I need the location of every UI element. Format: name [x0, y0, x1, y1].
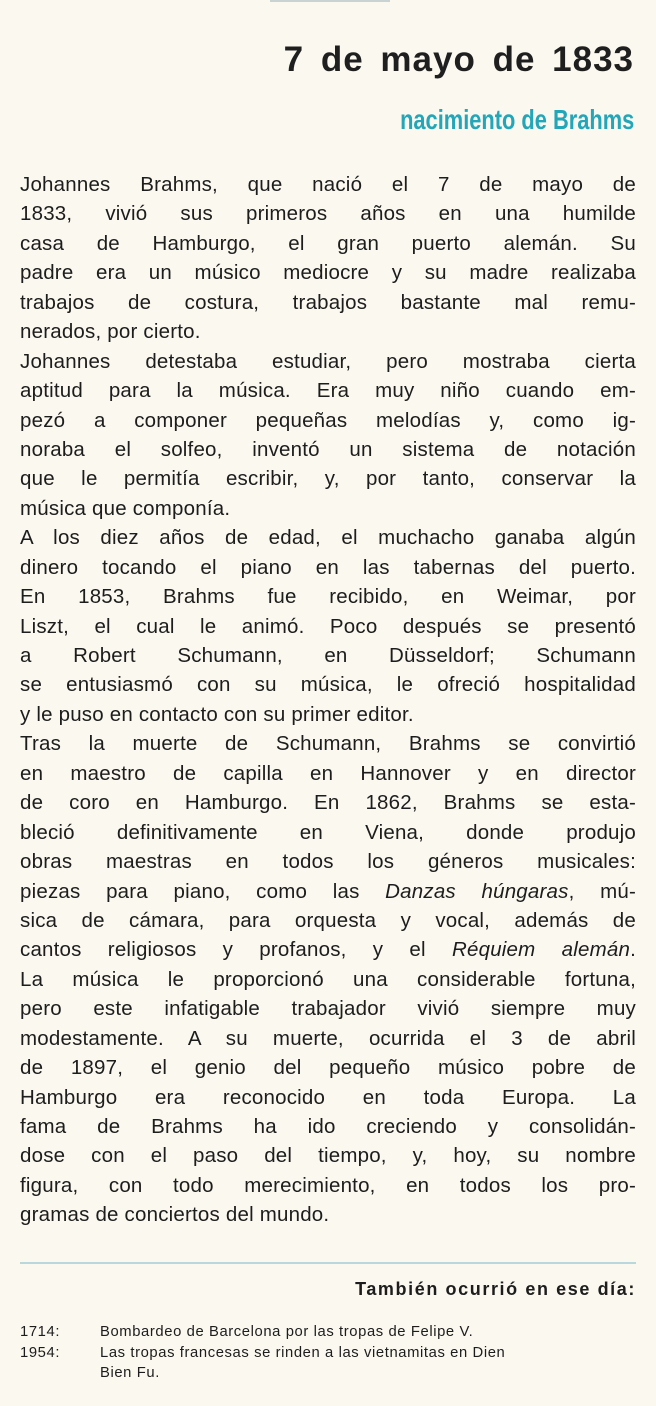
body-line: En 1853, Brahms fue recibido, en Weimar, por — [20, 585, 636, 609]
body-line-with-title — [20, 935, 636, 964]
body-line: obras maestras en todos los géneros musicales: — [20, 850, 636, 874]
body-line: gramas de conciertos del mundo. — [20, 1203, 330, 1227]
body-line: figura, con todo merecimiento, en todos los pro- — [20, 1173, 636, 1197]
body-line: bleció definitivamente en Viena, donde produjo — [20, 820, 636, 844]
body-line-segment: , mú- — [568, 879, 636, 903]
body-line: Liszt, el cual le animó. Poco después se presentó — [20, 614, 636, 638]
section-divider — [20, 1262, 636, 1264]
list-item — [20, 1322, 636, 1343]
event-year: 1954: — [20, 1344, 61, 1361]
body-line: que le permitía escribir, y, por tanto, conservar la — [20, 467, 636, 491]
body-line: sica de cámara, para orquesta y vocal, además de — [20, 908, 636, 932]
body-line: Johannes detestaba estudiar, pero mostraba cierta — [20, 349, 636, 373]
page-title-date: 7 de mayo de 1833 — [283, 40, 634, 79]
body-line: pero este infatigable trabajador vivió siempre muy — [20, 997, 636, 1021]
event-description-line: Bien Fu. — [100, 1365, 160, 1381]
work-title-danzas-hungaras: Danzas húngaras — [385, 879, 569, 903]
event-description — [100, 1343, 636, 1384]
work-title-requiem-aleman: Réquiem alemán — [452, 938, 631, 962]
body-line: modestamente. A su muerte, ocurrida el 3 de abril — [20, 1026, 636, 1050]
body-line: se entusiasmó con su música, le ofreció hospitalidad — [20, 673, 636, 697]
body-line: dinero tocando el piano en las tabernas del puerto. — [20, 555, 636, 579]
event-description: Bombardeo de Barcelona por las tropas de Felipe V. — [100, 1324, 474, 1340]
body-line-segment: . — [630, 938, 636, 962]
body-line: 1833, vivió sus primeros años en una humilde — [20, 202, 636, 226]
top-rule — [270, 0, 390, 2]
body-line: pezó a componer pequeñas melodías y, como ig- — [20, 408, 636, 432]
body-line: trabajos de costura, trabajos bastante mal remu- — [20, 290, 636, 314]
body-line: música que componía. — [20, 496, 231, 520]
body-line: y le puso en contacto con su primer editor. — [20, 702, 414, 726]
body-line: fama de Brahms ha ido creciendo y consolidán- — [20, 1115, 636, 1138]
body-line: casa de Hamburgo, el gran puerto alemán. Su — [20, 231, 636, 255]
body-line: de coro en Hamburgo. En 1862, Brahms se esta- — [20, 791, 636, 815]
page-subtitle: nacimiento de Brahms — [399, 104, 634, 135]
body-line: La música le proporcionó una considerable fortuna, — [20, 967, 636, 991]
event-description-line: Las tropas francesas se rinden a las vietnamitas en Dien — [100, 1344, 506, 1361]
body-line: aptitud para la música. Era muy niño cuando em- — [20, 379, 636, 403]
body-line: de 1897, el genio del pequeño músico pobre de — [20, 1056, 636, 1080]
list-item — [20, 1343, 636, 1384]
body-line: A los diez años de edad, el muchacho ganaba algún — [20, 526, 636, 550]
body-line: a Robert Schumann, en Düsseldorf; Schumann — [20, 644, 636, 667]
body-line: Hamburgo era reconocido en toda Europa. La — [20, 1085, 636, 1109]
article-body — [20, 170, 636, 1230]
body-line-segment: cantos religiosos y profanos, y el — [20, 938, 426, 962]
body-line-segment: piezas para piano, como las — [20, 879, 360, 903]
body-line: Johannes Brahms, que nació el 7 de mayo de — [20, 173, 636, 196]
body-line: en maestro de capilla en Hannover y en director — [20, 761, 636, 785]
body-line: noraba el solfeo, inventó un sistema de notación — [20, 437, 636, 461]
also-happened-heading: También ocurrió en ese día: — [355, 1279, 636, 1299]
body-line-with-title — [20, 877, 636, 906]
event-year: 1714: — [20, 1324, 61, 1340]
body-line: nerados, por cierto. — [20, 320, 201, 344]
body-line: padre era un músico mediocre y su madre realizaba — [20, 261, 636, 285]
body-line: dose con el paso del tiempo, y, hoy, su nombre — [20, 1144, 636, 1168]
body-line: Tras la muerte de Schumann, Brahms se convirtió — [20, 732, 636, 756]
events-list — [20, 1322, 636, 1384]
